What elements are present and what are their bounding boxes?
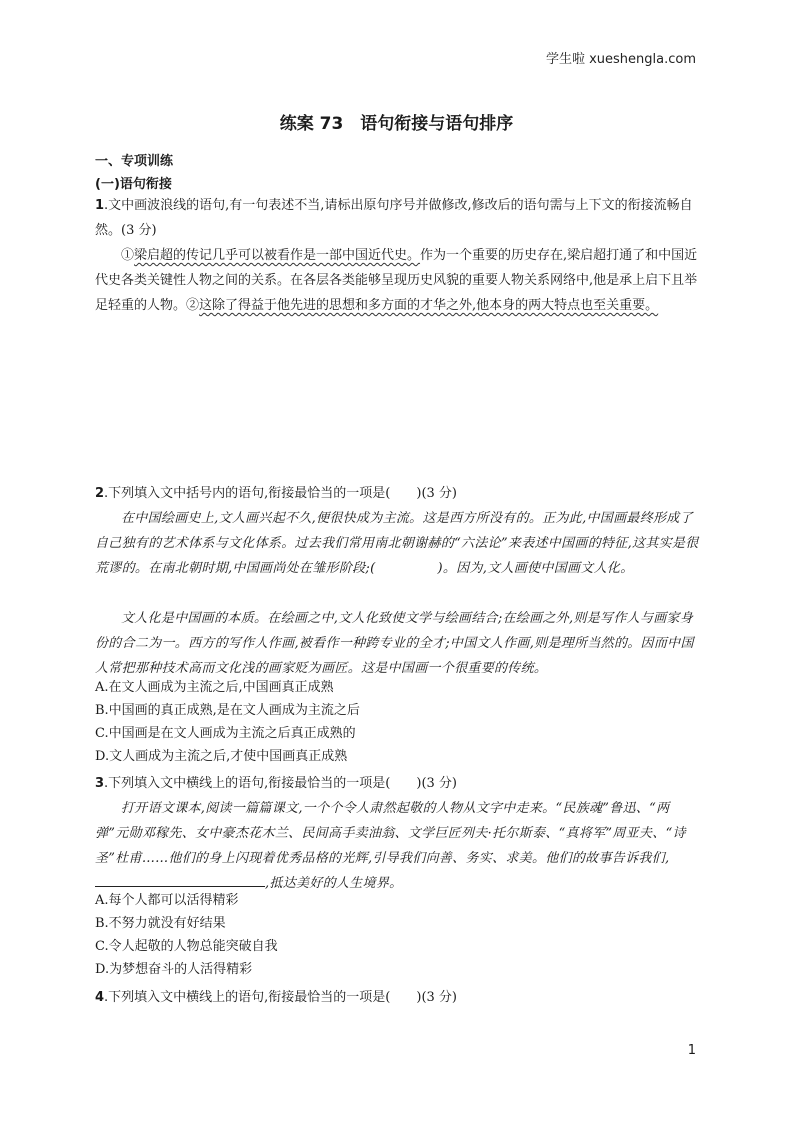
question-2 (95, 481, 699, 506)
question-1 (95, 193, 699, 243)
wavy-sentence-2: 这除了得益于他先进的思想和多方面的才华之外,他本身的两大特点也至关重要。 (199, 298, 659, 313)
site-watermark: 学生啦 xueshengla.com (545, 52, 696, 67)
question-2-passage-2: 文人化是中国画的本质。在绘画之中,文人化致使文学与绘画结合;在绘画之外,则是写作人与画家身份的合二为一。西方的写作人作画,被看作一种跨专业的全才;中国文人作画,则是理所当然的。因而中国人常把那种技术高而文化浅的画家贬为画匠。这是中国画一个很重要的传统。 (95, 611, 694, 676)
option-d: D.为梦想奋斗的人活得精彩 (95, 962, 253, 977)
wavy-sentence-1: 梁启超的传记几乎可以被看作是一部中国近代史。 (134, 248, 421, 263)
subsection-heading: (一)语句衔接 (95, 177, 172, 192)
option-b: B.不努力就没有好结果 (95, 916, 226, 931)
question-3-stem: .下列填入文中横线上的语句,衔接最恰当的一项是( )(3 分) (104, 776, 458, 791)
question-2-options (95, 676, 699, 768)
page-title: 练案 73 语句衔接与语句排序 (279, 114, 514, 134)
question-2-stem: .下列填入文中括号内的语句,衔接最恰当的一项是( )(3 分) (104, 486, 458, 501)
section-heading: 一、专项训练 (95, 154, 174, 169)
question-4 (95, 985, 699, 1010)
option-b: B.中国画的真正成熟,是在文人画成为主流之后 (95, 703, 360, 718)
passage-middle: 作为一个重要的历史存在,梁启超打通了和中国近代史各类关键性人物之间的关系。在各层各类能够呈现历史风貌的重要人物关系网络中,他是承上启下且举足轻重的人物。 (95, 248, 698, 313)
option-c: C.中国画是在文人画成为主流之后真正成熟的 (95, 726, 356, 741)
question-1-passage (95, 243, 699, 318)
marker-1: ① (121, 248, 135, 263)
question-4-number: 4 (95, 990, 105, 1005)
option-d: D.文人画成为主流之后,才使中国画真正成熟 (95, 749, 348, 764)
question-4-stem: .下列填入文中横线上的语句,衔接最恰当的一项是( )(3 分) (104, 990, 458, 1005)
passage-text: 在中国绘画史上,文人画兴起不久,便很快成为主流。这是西方所没有的。正为此,中国画最终形成了自己独有的艺术体系与文化体系。过去我们常用南北朝谢赫的“六法论”来表述中国画的特征,这其实是很荒谬的。在南北朝时期,中国画尚处在雏形阶段;( (95, 511, 699, 576)
question-2-number: 2 (95, 486, 105, 501)
option-a: A.每个人都可以活得精彩 (95, 893, 239, 908)
marker-2: ② (186, 298, 200, 313)
question-1-number: 1 (95, 198, 105, 213)
passage-text: )。因为,文人画使中国画文人化。 (437, 561, 634, 576)
option-c: C.令人起敬的人物总能突破自我 (95, 939, 278, 954)
question-3-passage (95, 796, 699, 896)
question-1-stem: .文中画波浪线的语句,有一句表述不当,请标出原句序号并做修改,修改后的语句需与上下文的衔接流畅自然。(3 分) (95, 198, 693, 238)
question-3 (95, 771, 699, 796)
page-number: 1 (687, 1043, 696, 1058)
answer-line (95, 872, 265, 887)
passage-text: 打开语文课本,阅读一篇篇课文,一个个令人肃然起敬的人物从文字中走来。“民族魂”鲁迅、“两弹”元勋邓稼先、女中豪杰花木兰、民间高手卖油翁、文学巨匠列夫·托尔斯泰、“真将军”周亚夫、“诗圣”杜甫……他们的身上闪现着优秀品格的光辉,引导我们向善、务实、求美。他们的故事告诉我们, (95, 801, 686, 866)
option-a: A.在文人画成为主流之后,中国画真正成熟 (95, 680, 334, 695)
question-2-passage-1 (95, 506, 699, 581)
question-3-options (95, 889, 699, 981)
passage-text: ,抵达美好的人生境界。 (265, 876, 403, 891)
question-3-number: 3 (95, 776, 105, 791)
